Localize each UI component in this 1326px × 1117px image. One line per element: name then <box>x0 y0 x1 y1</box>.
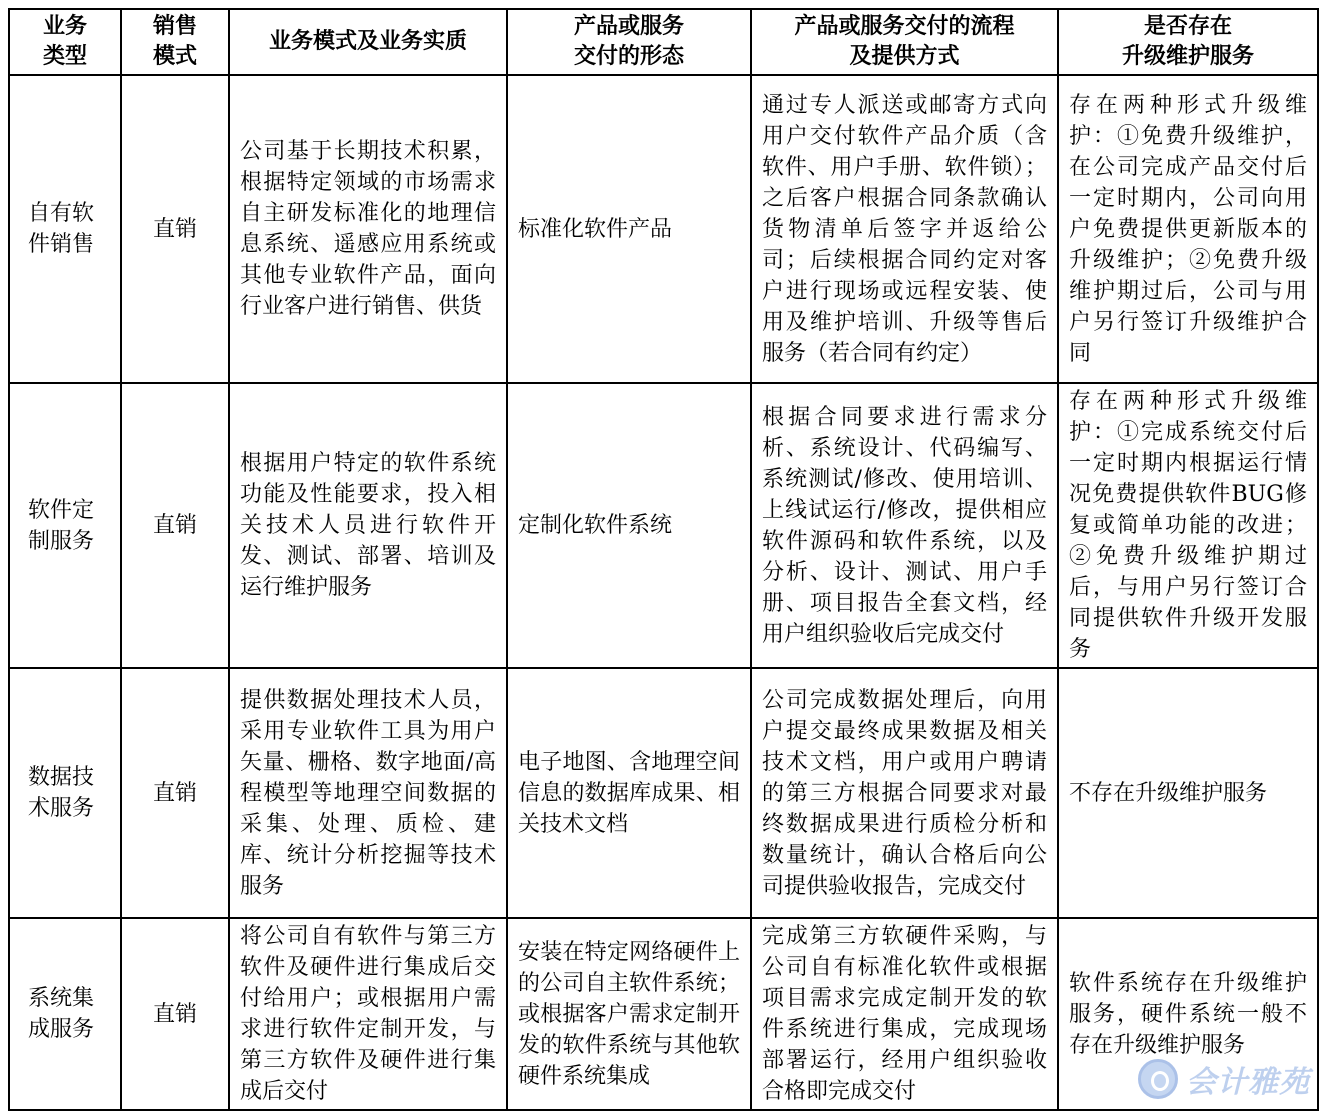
cell-delivery-form: 标准化软件产品 <box>507 75 751 383</box>
cell-business-model: 将公司自有软件与第三方软件及硬件进行集成后交付给用户；或根据用户需求进行软件定制开发，与第三方软件及硬件进行集成后交付 <box>229 918 507 1110</box>
header-delivery-process: 产品或服务交付的流程 及提供方式 <box>751 9 1058 75</box>
cell-business-model: 根据用户特定的软件系统功能及性能要求，投入相关技术人员进行软件开发、测试、部署、培训及运行维护服务 <box>229 383 507 668</box>
watermark <box>1138 1057 1310 1101</box>
table-row <box>9 918 1318 1110</box>
cell-business-type: 数据技术服务 <box>9 668 121 918</box>
business-model-table <box>8 8 1319 1111</box>
table-header-row <box>9 9 1318 75</box>
header-upgrade-service: 是否存在 升级维护服务 <box>1058 9 1318 75</box>
cell-upgrade-service: 存在两种形式升级维护：①完成系统交付后一定时期内根据运行情况免费提供软件BUG修复或简单功能的改进；②免费升级维护期过后，与用户另行签订合同提供软件升级开发服务 <box>1058 383 1318 668</box>
cell-delivery-process: 通过专人派送或邮寄方式向用户交付软件产品介质（含软件、用户手册、软件锁）；之后客户根据合同条款确认货物清单后签字并返给公司；后续根据合同约定对客户进行现场或远程安装、使用及维护培训、升级等售后服务（若合同有约定） <box>751 75 1058 383</box>
cell-delivery-form: 安装在特定网络硬件上的公司自主软件系统；或根据客户需求定制开发的软件系统与其他软硬件系统集成 <box>507 918 751 1110</box>
cell-delivery-process: 公司完成数据处理后，向用户提交最终成果数据及相关技术文档，用户或用户聘请的第三方根据合同要求对最终数据成果进行质检分析和数量统计，确认合格后向公司提供验收报告，完成交付 <box>751 668 1058 918</box>
table-row <box>9 668 1318 918</box>
cell-delivery-form: 定制化软件系统 <box>507 383 751 668</box>
cell-delivery-process: 根据合同要求进行需求分析、系统设计、代码编写、系统测试/修改、使用培训、上线试运行/修改，提供相应软件源码和软件系统，以及分析、设计、测试、用户手册、项目报告全套文档，经用户组织验收后完成交付 <box>751 383 1058 668</box>
header-business-type: 业务 类型 <box>9 9 121 75</box>
cell-sales-mode: 直销 <box>121 918 229 1110</box>
cell-sales-mode: 直销 <box>121 75 229 383</box>
cell-upgrade-service: 存在两种形式升级维护：①免费升级维护，在公司完成产品交付后一定时期内，公司向用户免费提供更新版本的升级维护；②免费升级维护期过后，公司与用户另行签订升级维护合同 <box>1058 75 1318 383</box>
cell-upgrade-service: 不存在升级维护服务 <box>1058 668 1318 918</box>
cell-business-model: 提供数据处理技术人员，采用专业软件工具为用户矢量、栅格、数字地面/高程模型等地理空间数据的采集、处理、质检、建库、统计分析挖掘等技术服务 <box>229 668 507 918</box>
cell-business-type: 自有软件销售 <box>9 75 121 383</box>
table-row <box>9 383 1318 668</box>
header-sales-mode: 销售 模式 <box>121 9 229 75</box>
cell-business-type: 软件定制服务 <box>9 383 121 668</box>
cell-delivery-form: 电子地图、含地理空间信息的数据库成果、相关技术文档 <box>507 668 751 918</box>
watermark-logo-icon <box>1138 1059 1178 1099</box>
cell-business-type: 系统集成服务 <box>9 918 121 1110</box>
header-delivery-form: 产品或服务 交付的形态 <box>507 9 751 75</box>
watermark-text: 会计雅苑 <box>1186 1065 1310 1100</box>
cell-business-model: 公司基于长期技术积累，根据特定领域的市场需求自主研发标准化的地理信息系统、遥感应用系统或其他专业软件产品，面向行业客户进行销售、供货 <box>229 75 507 383</box>
table-row <box>9 75 1318 383</box>
header-business-model: 业务模式及业务实质 <box>229 9 507 75</box>
cell-sales-mode: 直销 <box>121 383 229 668</box>
cell-delivery-process: 完成第三方软硬件采购，与公司自有标准化软件或根据项目需求完成定制开发的软件系统进行集成，完成现场部署运行，经用户组织验收合格即完成交付 <box>751 918 1058 1110</box>
cell-sales-mode: 直销 <box>121 668 229 918</box>
cell-upgrade-service: 软件系统存在升级维护服务，硬件系统一般不存在升级维护服务 <box>1058 918 1318 1110</box>
